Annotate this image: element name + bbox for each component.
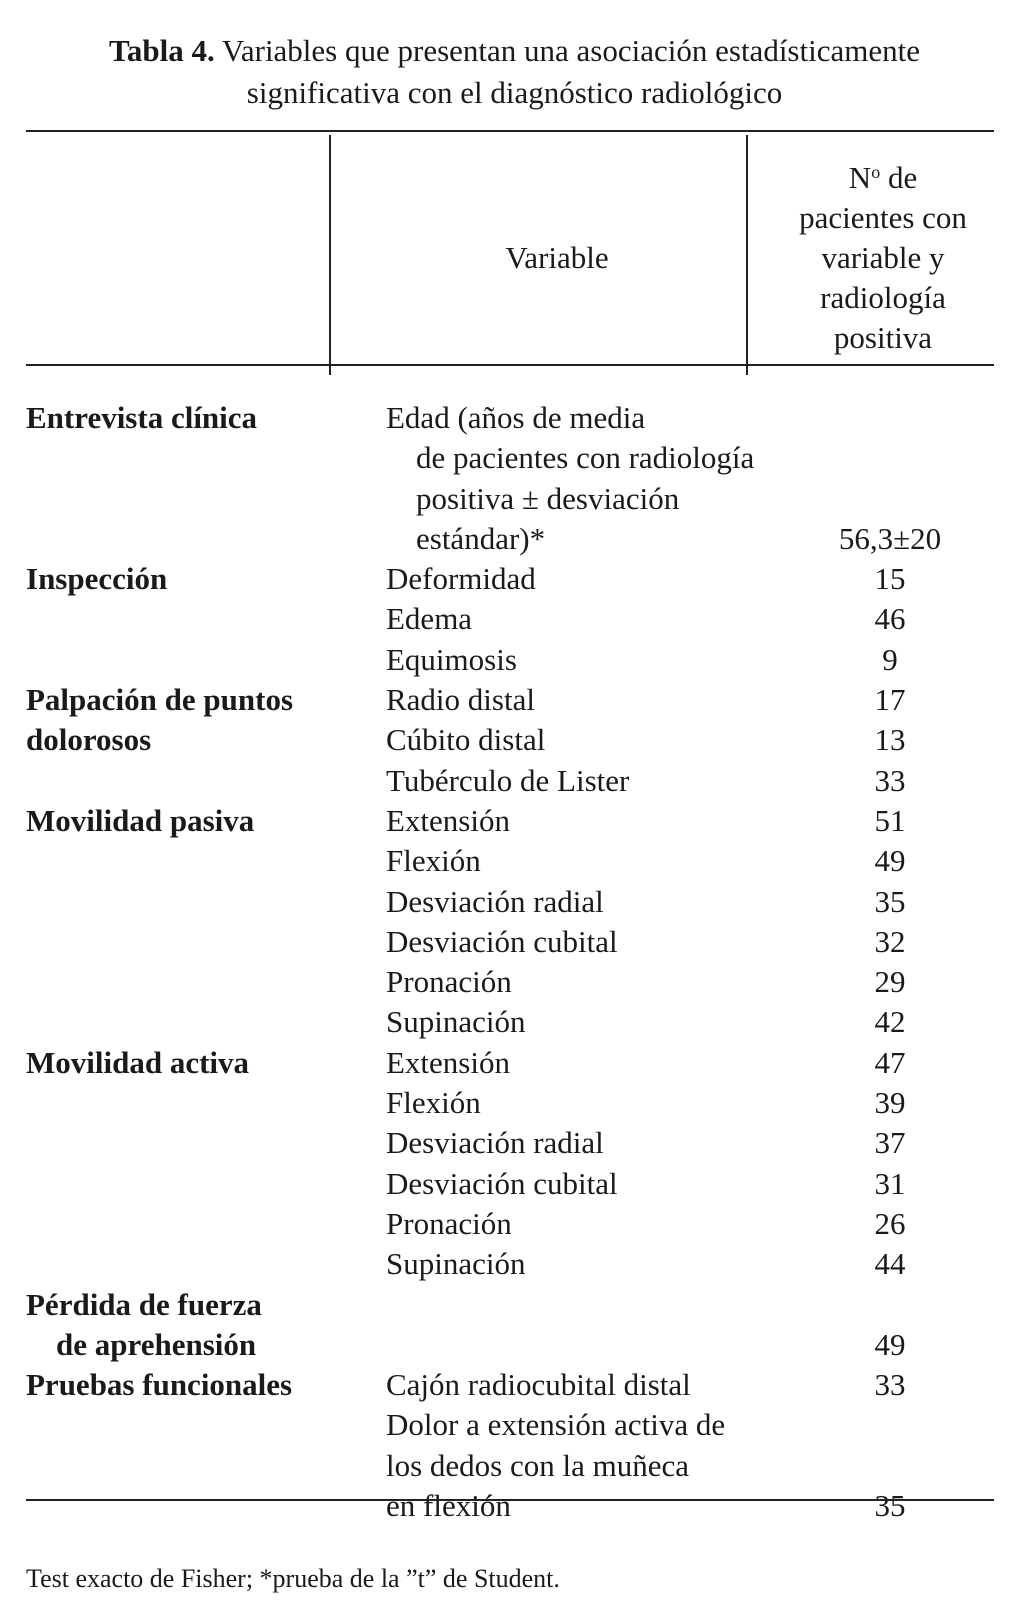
variable-label: los dedos con la muñeca bbox=[386, 1447, 690, 1483]
variable-cell bbox=[356, 1405, 786, 1526]
variable-cell bbox=[356, 761, 786, 801]
category-cell bbox=[26, 559, 356, 599]
count-value: 46 bbox=[874, 601, 906, 637]
caption-line-1 bbox=[0, 30, 1029, 72]
table-row bbox=[26, 599, 994, 639]
category-cell bbox=[26, 841, 356, 881]
table-row bbox=[26, 1285, 994, 1366]
table-footnote: Test exacto de Fisher; *prueba de la ”t” de Student. bbox=[26, 1564, 560, 1593]
count-value: 15 bbox=[874, 561, 906, 597]
header-count-sup: o bbox=[871, 162, 881, 182]
count-value: 49 bbox=[874, 843, 906, 879]
variable-label: Extensión bbox=[386, 802, 510, 838]
category-cell bbox=[26, 882, 356, 922]
caption-text-2: significativa con el diagnóstico radiológico bbox=[246, 75, 783, 110]
variable-label: Extensión bbox=[386, 1044, 510, 1080]
variable-cell bbox=[356, 1285, 786, 1366]
variable-label: Supinación bbox=[386, 1246, 526, 1282]
category-label: Entrevista clínica bbox=[26, 400, 258, 435]
count-value: 9 bbox=[882, 641, 898, 677]
variable-label: Cúbito distal bbox=[386, 722, 546, 758]
category-label: Movilidad pasiva bbox=[26, 802, 255, 838]
category-label: Movilidad activa bbox=[26, 1044, 250, 1080]
table-row bbox=[26, 1365, 994, 1405]
table-row bbox=[26, 1405, 994, 1526]
variable-label: positiva ± desviación bbox=[416, 480, 680, 516]
header-variable: Variable bbox=[505, 240, 609, 275]
category-cell bbox=[26, 640, 356, 680]
category-cell bbox=[26, 1164, 356, 1204]
variable-label: Pronación bbox=[386, 964, 512, 1000]
category-cell bbox=[26, 922, 356, 962]
table-row bbox=[26, 640, 994, 680]
header-count-line: positiva bbox=[833, 320, 933, 355]
category-cell bbox=[26, 1083, 356, 1123]
table-row bbox=[26, 559, 994, 599]
category-cell bbox=[26, 1285, 356, 1366]
variable-label: estándar)* bbox=[416, 520, 546, 556]
header-count-line: radiología bbox=[820, 280, 946, 315]
table-label: Tabla 4. bbox=[109, 33, 215, 68]
category-cell bbox=[26, 1244, 356, 1284]
bottom-rule bbox=[26, 1499, 994, 1501]
variable-cell bbox=[356, 1244, 786, 1284]
variable-cell bbox=[356, 559, 786, 599]
category-label: Inspección bbox=[26, 561, 168, 597]
header-count bbox=[772, 158, 994, 358]
category-cell bbox=[26, 680, 356, 720]
variable-label: Desviación radial bbox=[386, 883, 604, 919]
category-label: de aprehensión bbox=[56, 1326, 257, 1362]
table-row bbox=[26, 1043, 994, 1083]
count-value: 17 bbox=[874, 682, 906, 718]
category-cell bbox=[26, 962, 356, 1002]
table-row bbox=[26, 1083, 994, 1123]
category-cell bbox=[26, 761, 356, 801]
variable-cell bbox=[356, 1123, 786, 1163]
category-cell bbox=[26, 720, 356, 760]
variable-cell bbox=[356, 882, 786, 922]
count-value: 35 bbox=[874, 1488, 906, 1524]
table-row bbox=[26, 720, 994, 760]
variable-cell bbox=[356, 640, 786, 680]
variable-label: Flexión bbox=[386, 1085, 481, 1121]
category-cell bbox=[26, 1405, 356, 1526]
variable-label: Equimosis bbox=[386, 641, 517, 677]
variable-label: Supinación bbox=[386, 1004, 526, 1040]
variable-cell bbox=[356, 1204, 786, 1244]
category-cell bbox=[26, 398, 356, 559]
header-rule bbox=[26, 364, 994, 366]
header-count-lines bbox=[772, 198, 994, 358]
variable-label: de pacientes con radiología bbox=[416, 440, 755, 476]
table-row bbox=[26, 1204, 994, 1244]
category-cell bbox=[26, 1043, 356, 1083]
table-row bbox=[26, 1244, 994, 1284]
count-value: 37 bbox=[874, 1125, 906, 1161]
variable-label: Desviación cubital bbox=[386, 1165, 618, 1201]
table-row bbox=[26, 761, 994, 801]
variable-label: Edema bbox=[386, 601, 473, 637]
count-value: 13 bbox=[874, 722, 906, 758]
table-row bbox=[26, 1164, 994, 1204]
table-caption bbox=[0, 30, 1029, 114]
variable-label: Desviación cubital bbox=[386, 923, 618, 959]
category-label: Pruebas funcionales bbox=[26, 1367, 293, 1403]
count-value: 31 bbox=[874, 1165, 906, 1201]
category-label: Pérdida de fuerza bbox=[26, 1286, 262, 1322]
header-count-line-1 bbox=[772, 158, 994, 198]
column-divider-1 bbox=[329, 135, 331, 375]
variable-cell bbox=[356, 922, 786, 962]
variable-label: Desviación radial bbox=[386, 1125, 604, 1161]
variable-label: Tubérculo de Lister bbox=[386, 762, 630, 798]
table-body bbox=[26, 398, 994, 1526]
header-count-line: pacientes con bbox=[799, 200, 967, 235]
variable-label: Radio distal bbox=[386, 682, 535, 718]
count-value: 42 bbox=[874, 1004, 906, 1040]
category-cell bbox=[26, 1002, 356, 1042]
count-value: 39 bbox=[874, 1085, 906, 1121]
variable-cell bbox=[356, 1002, 786, 1042]
category-label: Palpación de puntos bbox=[26, 682, 294, 718]
variable-label: Dolor a extensión activa de bbox=[386, 1407, 726, 1443]
variable-label: Deformidad bbox=[386, 561, 536, 597]
variable-cell bbox=[356, 680, 786, 720]
table-row bbox=[26, 841, 994, 881]
variable-label: Edad (años de media bbox=[386, 400, 646, 435]
table-row bbox=[26, 801, 994, 841]
variable-cell bbox=[356, 720, 786, 760]
variable-cell bbox=[356, 1164, 786, 1204]
variable-label: Flexión bbox=[386, 843, 481, 879]
variable-cell bbox=[356, 398, 786, 559]
count-value: 29 bbox=[874, 964, 906, 1000]
table-row bbox=[26, 398, 994, 559]
count-value: 51 bbox=[874, 802, 906, 838]
header-count-line: variable y bbox=[821, 240, 945, 275]
variable-cell bbox=[356, 841, 786, 881]
count-value: 33 bbox=[874, 1367, 906, 1403]
count-value: 35 bbox=[874, 883, 906, 919]
variable-cell bbox=[356, 1083, 786, 1123]
variable-label: en flexión bbox=[386, 1488, 511, 1524]
variable-cell bbox=[356, 599, 786, 639]
table-row bbox=[26, 962, 994, 1002]
count-value: 47 bbox=[874, 1044, 906, 1080]
table-row bbox=[26, 680, 994, 720]
category-cell bbox=[26, 599, 356, 639]
count-value: 32 bbox=[874, 923, 906, 959]
table-row bbox=[26, 1123, 994, 1163]
header-count-n: N bbox=[848, 160, 872, 195]
variable-label: Pronación bbox=[386, 1205, 512, 1241]
category-cell bbox=[26, 801, 356, 841]
table-row bbox=[26, 1002, 994, 1042]
count-value: 56,3±20 bbox=[838, 520, 942, 556]
count-value: 33 bbox=[874, 762, 906, 798]
variable-cell bbox=[356, 1365, 786, 1405]
category-cell bbox=[26, 1365, 356, 1405]
top-rule bbox=[26, 130, 994, 132]
variable-cell bbox=[356, 1043, 786, 1083]
variable-label: Cajón radiocubital distal bbox=[386, 1367, 691, 1403]
caption-text-1: Variables que presentan una asociación estadísticamente bbox=[221, 33, 920, 68]
variable-cell bbox=[356, 801, 786, 841]
count-value: 49 bbox=[874, 1326, 906, 1362]
variable-cell bbox=[356, 962, 786, 1002]
category-cell bbox=[26, 1123, 356, 1163]
count-value: 44 bbox=[874, 1246, 906, 1282]
count-value: 26 bbox=[874, 1205, 906, 1241]
header-count-de: de bbox=[887, 160, 918, 195]
category-label: dolorosos bbox=[26, 722, 152, 758]
table-row bbox=[26, 922, 994, 962]
category-cell bbox=[26, 1204, 356, 1244]
table-row bbox=[26, 882, 994, 922]
